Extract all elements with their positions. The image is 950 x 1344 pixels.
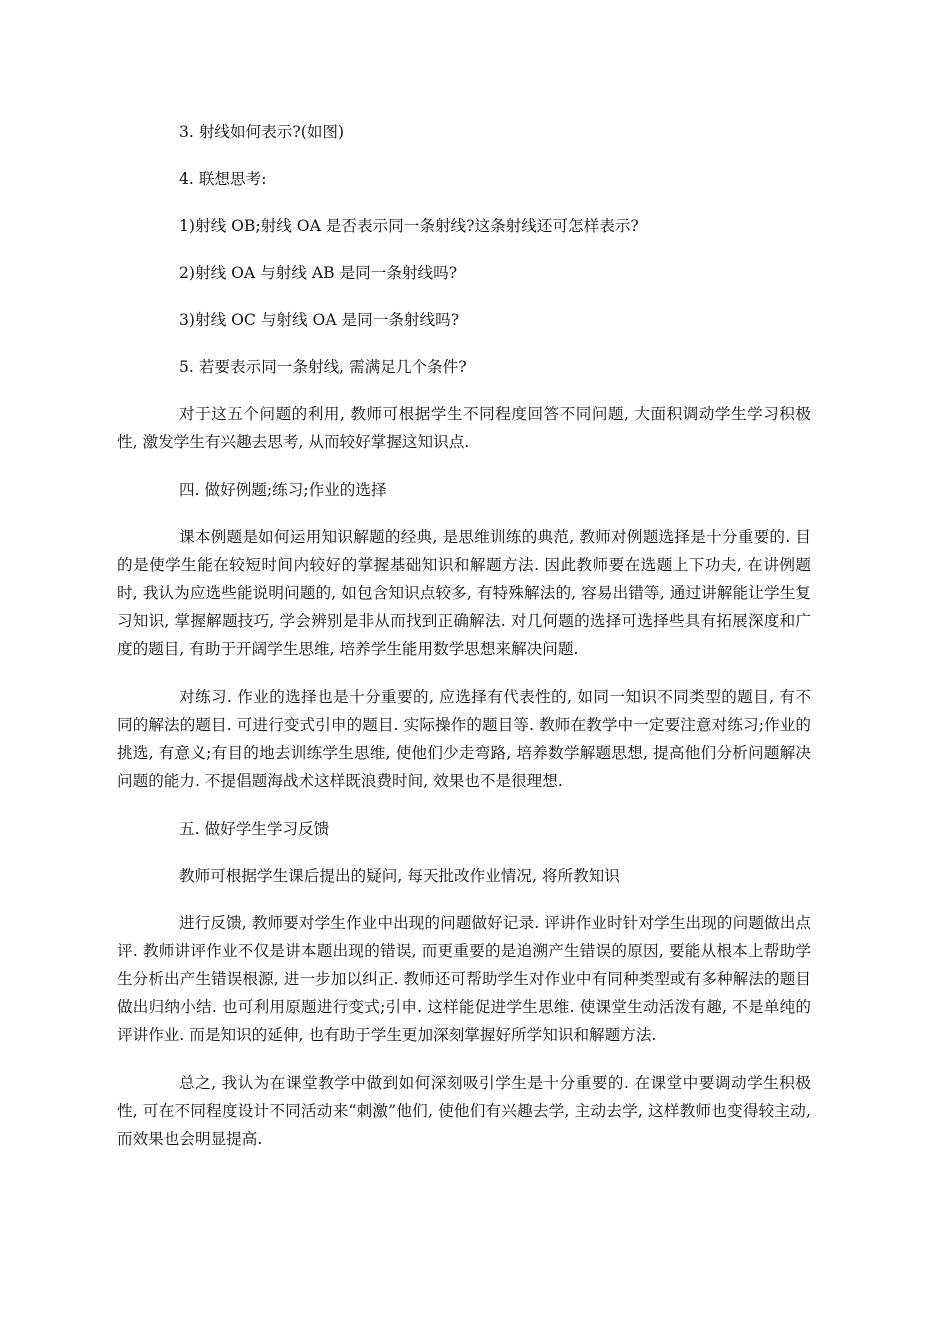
paragraph-feedback: 进行反馈, 教师要对学生作业中出现的问题做好记录. 评讲作业时针对学生出现的问题做出点评. 教师讲评作业不仅是讲本题出现的错误, 而更重要的是追溯产生错误的原因, 要能从根本上帮助学生分析出产生错误根源, 进一步加以纠正. 教师还可帮助学生对作业中有同种类型或有多种解法的题目做出归纳小结. 也可利用原题进行变式;引申. 这样能促进学生思维. 使课堂生动活泼有趣, 不是单纯的评讲作业. 而是知识的延伸, 也有助于学生更加深刻掌握好所学知识和解题方法. — [117, 914, 811, 1044]
paragraph-conclusion: 总之, 我认为在课堂教学中做到如何深刻吸引学生是十分重要的. 在课堂中要调动学生积极性, 可在不同程度设计不同活动来“刺激”他们, 使他们有兴趣去学, 主动去学, 这样教师也变得较主动, 而效果也会明显提高. — [117, 1074, 811, 1148]
paragraph-examples: 课本例题是如何运用知识解题的经典, 是思维训练的典范, 教师对例题选择是十分重要的. 目的是使学生能在较短时间内较好的掌握基础知识和解题方法. 因此教师要在选题上下功夫, 在讲例题时, 我认为应选些能说明问题的, 如包含知识点较多, 有特殊解法的, 容易出错等, 通过讲解能让学生复习知识, 掌握解题技巧, 学会辨别是非从而找到正确解法. 对几何题的选择可选择些具有拓展深度和广度的题目, 有助于开阔学生思维, 培养学生能用数学思想来解决问题. — [117, 528, 811, 658]
question-4-sub-3: 3)射线 OC 与射线 OA 是同一条射线吗? — [179, 311, 460, 329]
section-heading-5: 五. 做好学生学习反馈 — [179, 820, 330, 838]
question-5: 5. 若要表示同一条射线, 需满足几个条件? — [179, 358, 467, 376]
section-heading-4: 四. 做好例题;练习;作业的选择 — [179, 481, 387, 499]
question-4-sub-1: 1)射线 OB;射线 OA 是否表示同一条射线?这条射线还可怎样表示? — [179, 217, 639, 235]
paragraph-five-questions: 对于这五个问题的利用, 教师可根据学生不同程度回答不同问题, 大面积调动学生学习积极性, 激发学生有兴趣去思考, 从而较好掌握这知识点. — [117, 405, 811, 451]
question-3: 3. 射线如何表示?(如图) — [179, 123, 345, 141]
question-4-sub-2: 2)射线 OA 与射线 AB 是同一条射线吗? — [179, 264, 458, 282]
question-4: 4. 联想思考: — [179, 170, 267, 188]
paragraph-exercises: 对练习. 作业的选择也是十分重要的, 应选择有代表性的, 如同一知识不同类型的题目, 有不同的解法的题目. 可进行变式引申的题目. 实际操作的题目等. 教师在教学中一定要注意对练习;作业的挑选, 有意义;有目的地去训练学生思维, 使他们少走弯路, 培养数学解题思想, 提高他们分析问题解决问题的能力. 不提倡题海战术这样既浪费时间, 效果也不是很理想. — [117, 688, 811, 790]
document-body — [117, 118, 811, 1173]
paragraph-feedback-intro: 教师可根据学生课后提出的疑问, 每天批改作业情况, 将所教知识 — [179, 867, 620, 885]
